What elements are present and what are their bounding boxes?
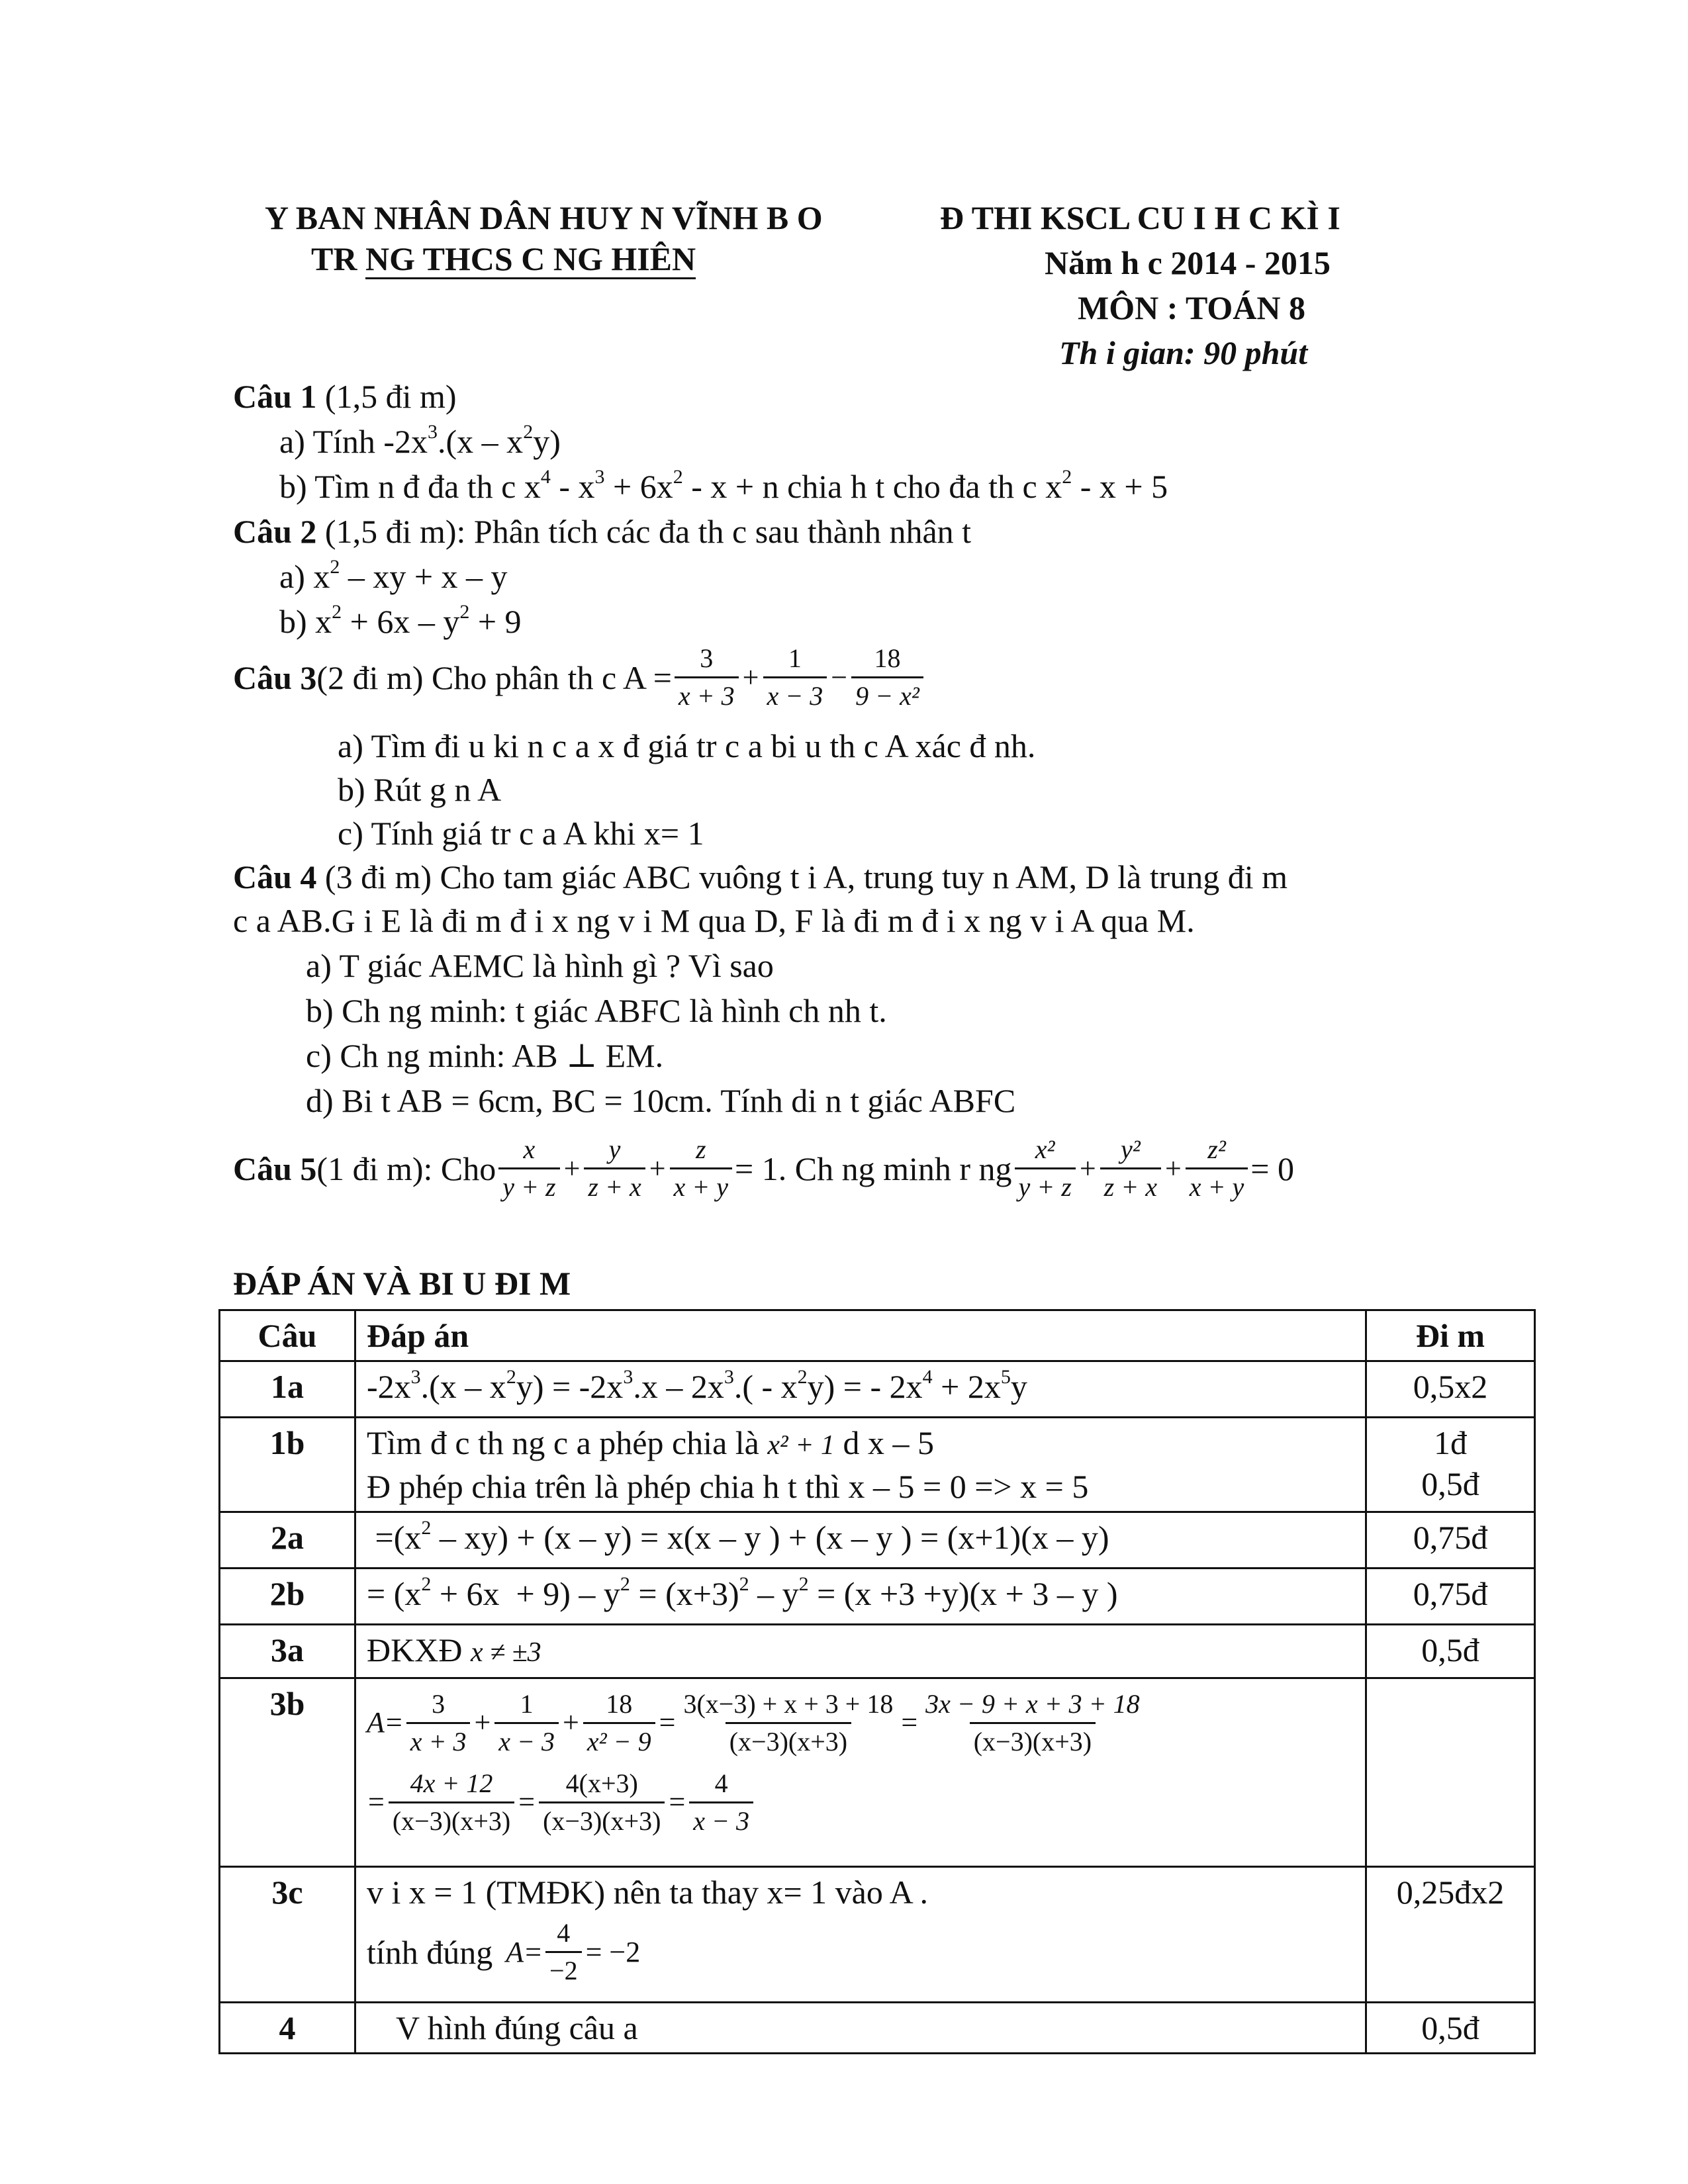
equals-sign: = — [518, 1786, 536, 1818]
q2a-e: 2 — [330, 556, 340, 578]
row-3c-text: tính đúng — [367, 1933, 493, 1971]
row-2b-points: 0,75đ — [1366, 1569, 1535, 1625]
plus-sign: + — [563, 1152, 581, 1185]
school-name — [311, 240, 696, 278]
header-cau: Câu — [220, 1310, 355, 1361]
table-row — [220, 1867, 1535, 2003]
answers-title: ĐÁP ÁN VÀ BI U ĐI M — [233, 1265, 571, 1302]
table-row — [220, 1361, 1535, 1418]
table-header-row — [220, 1310, 1535, 1361]
equals-sign: = — [368, 1786, 385, 1818]
duration: Th i gian: 90 phút — [1059, 334, 1308, 371]
q1b-t5: - x + 5 — [1072, 468, 1168, 505]
q1a-t1: a) Tính -2x — [279, 423, 428, 460]
row-3b-f7-den: (x−3)(x+3) — [539, 1801, 665, 1838]
q4-text1: (3 đi m) Cho tam giác ABC vuông t i A, trung tuy n AM, D là trung đi m — [316, 858, 1288, 895]
row-2a-points: 0,75đ — [1366, 1512, 1535, 1569]
q5-frac-z-num: z — [695, 1134, 706, 1164]
q3-f2-den: x − 3 — [763, 676, 827, 713]
row-3b-f7 — [539, 1767, 665, 1838]
exam-title: Đ THI KSCL CU I H C KÌ I — [940, 199, 1340, 236]
table-row — [220, 1625, 1535, 1678]
q4c: c) Ch ng minh: AB ⊥ EM. — [306, 1037, 664, 1074]
q5-frac-y-den: z + x — [584, 1167, 645, 1204]
table-row — [220, 1569, 1535, 1625]
plus-sign: + — [474, 1706, 491, 1739]
row-1b-label: 1b — [220, 1418, 355, 1512]
plus-sign: + — [649, 1152, 666, 1185]
q5-frac-y2-num: y² — [1120, 1134, 1141, 1164]
row-4-points: 0,5đ — [1366, 2003, 1535, 2054]
q5-end: = 0 — [1250, 1150, 1294, 1187]
q5-frac-z2 — [1186, 1133, 1248, 1204]
q5-label: Câu 5 — [233, 1150, 317, 1187]
row-3b-f6-num: 4x + 12 — [410, 1768, 493, 1798]
q3-f2-num: 1 — [788, 643, 802, 673]
q3c: c) Tính giá tr c a A khi x= 1 — [338, 815, 704, 852]
q5-mid: = 1. Ch ng minh r ng — [735, 1150, 1012, 1187]
row-3a-label: 3a — [220, 1625, 355, 1678]
row-3c-line1: v i x = 1 (TMĐK) nên ta thay x= 1 vào A . — [367, 1874, 928, 1911]
row-3c-line2 — [367, 1917, 1354, 1987]
row-3b-label: 3b — [220, 1678, 355, 1867]
q1b-e1: 4 — [540, 466, 551, 488]
row-1b-text2: d x – 5 — [834, 1424, 934, 1461]
q5-frac-x2 — [1015, 1133, 1076, 1204]
question-1 — [233, 377, 457, 416]
row-3b-f4 — [679, 1688, 897, 1758]
table-row — [220, 1512, 1535, 1569]
row-3b-f6 — [389, 1767, 514, 1838]
q3-fraction-3 — [851, 642, 923, 713]
q1b-t4: - x + n chia h t cho đa th c x — [682, 468, 1062, 505]
row-3c-points: 0,25đx2 — [1366, 1867, 1535, 2003]
question-2 — [233, 512, 971, 551]
equals-sign: = — [669, 1786, 686, 1818]
row-3b-f5-den: (x−3)(x+3) — [970, 1722, 1096, 1758]
school-name-prefix: TR — [311, 240, 365, 277]
q1a-exp2: 2 — [523, 421, 534, 443]
q4d: d) Bi t AB = 6cm, BC = 10cm. Tính di n t giác ABFC — [306, 1082, 1016, 1119]
q1b-t1: b) Tìm n đ đa th c x — [279, 468, 541, 505]
row-3c-frac — [545, 1917, 582, 1987]
row-2b-answer: = $(x^2 + 6x + 9) - y^2 = (x+3)^2 - y^2 = (x +3 +y)(x + 3 - y$ ) — [355, 1569, 1366, 1625]
q2b-t3: + 9 — [469, 603, 522, 640]
equals-sign: = — [901, 1706, 918, 1739]
row-1b-points-2: 0,5đ — [1421, 1465, 1479, 1502]
q5-frac-z-den: x + y — [670, 1167, 733, 1204]
q5-frac-y2 — [1100, 1133, 1161, 1204]
row-1b-points — [1366, 1418, 1535, 1512]
q3b: b) Rút g n A — [338, 771, 502, 808]
q2b-e2: 2 — [459, 601, 470, 623]
row-3b-f5-num: 3x − 9 + x + 3 + 18 — [925, 1688, 1140, 1719]
row-3a-condition: x ≠ ±3 — [470, 1637, 541, 1668]
row-1b-answer — [355, 1418, 1366, 1512]
q5-frac-x2-num: x² — [1035, 1134, 1055, 1164]
plus-sign: + — [1079, 1152, 1096, 1185]
row-3b-f4-num: 3(x−3) + x + 3 + 18 — [683, 1688, 894, 1719]
q3-fraction-1 — [675, 642, 739, 713]
row-1a-points: 0,5x2 — [1366, 1361, 1535, 1418]
row-3b-f1 — [406, 1688, 471, 1758]
minus-sign: − — [831, 661, 848, 694]
q3-f3-num: 18 — [874, 643, 901, 673]
row-3b-f2 — [494, 1688, 559, 1758]
row-1b-line2: Đ phép chia trên là phép chia h t thì x – 5 = 0 => x = 5 — [367, 1468, 1089, 1505]
q1a-t3: y) — [533, 423, 561, 460]
question-5 — [233, 1133, 1294, 1204]
q1b-e2: 3 — [594, 466, 605, 488]
q5-frac-y — [584, 1133, 645, 1204]
q4b: b) Ch ng minh: t giác ABFC là hình ch nh t. — [306, 992, 887, 1029]
q3-fraction-2 — [763, 642, 827, 713]
row-3b-answer — [355, 1678, 1366, 1867]
row-1b-points-1: 1đ — [1434, 1424, 1467, 1461]
row-2a-label: 2a — [220, 1512, 355, 1569]
q2-label: Câu 2 — [233, 513, 317, 550]
q3-f3-den: 9 − x² — [851, 676, 923, 713]
row-2a-answer: $=(x^2 - xy) + (x - y) = x(x - y$ ) + (x – y ) = (x+1)(x – y) — [355, 1512, 1366, 1569]
row-3c-label: 3c — [220, 1867, 355, 2003]
q5-frac-y-num: y — [608, 1134, 621, 1164]
table-row — [220, 1418, 1535, 1512]
q1b-t2: - x — [550, 468, 595, 505]
subject: MÔN : TOÁN 8 — [1078, 289, 1305, 326]
table-row — [220, 1678, 1535, 1867]
q5-text: (1 đi m): Cho — [316, 1150, 496, 1187]
q5-frac-x — [498, 1133, 559, 1204]
plus-sign: + — [563, 1706, 579, 1739]
q1b-t3: + 6x — [604, 468, 673, 505]
table-row — [220, 2003, 1535, 2054]
row-3b-f3-den: x² − 9 — [583, 1722, 655, 1758]
row-2b-label: 2b — [220, 1569, 355, 1625]
row-3c-a: A — [506, 1935, 524, 1968]
header-dap-an: Đáp án — [355, 1310, 1366, 1361]
q3-f1-den: x + 3 — [675, 676, 739, 713]
q5-frac-x-num: x — [523, 1134, 536, 1164]
row-3b-line2 — [367, 1762, 1354, 1842]
row-3b-f7-num: 4(x+3) — [565, 1768, 638, 1798]
row-3b-f4-den: (x−3)(x+3) — [726, 1722, 851, 1758]
school-name-main: NG THCS C NG HIÊN — [365, 240, 696, 279]
row-3c-answer — [355, 1867, 1366, 2003]
row-3a-answer — [355, 1625, 1366, 1678]
answer-table — [218, 1309, 1536, 2054]
row-1a-answer: $-2x^3.(x - x^2y) = -2x^3.x - 2x^3.( - x^2y)$ = - $2x^4 + 2x^5y$ — [355, 1361, 1366, 1418]
row-3a-points: 0,5đ — [1366, 1625, 1535, 1678]
q1a-exp1: 3 — [428, 421, 438, 443]
row-3c-frac-num: 4 — [557, 1918, 571, 1948]
row-3a-text: ĐKXĐ — [367, 1631, 471, 1668]
equals-sign: = — [659, 1706, 676, 1739]
row-3b-f6-den: (x−3)(x+3) — [389, 1801, 514, 1838]
q5-frac-z2-num: z² — [1207, 1134, 1226, 1164]
row-3b-f2-num: 1 — [520, 1688, 534, 1719]
q2-text: (1,5 đi m): Phân tích các đa th c sau thành nhân t — [316, 513, 972, 550]
q4a: a) T giác AEMC là hình gì ? Vì sao — [306, 947, 774, 984]
row-3b-f3-num: 18 — [606, 1688, 633, 1719]
q3-f1-num: 3 — [700, 643, 714, 673]
q5-frac-x2-den: y + z — [1015, 1167, 1076, 1204]
header-diem: Đi m — [1366, 1310, 1535, 1361]
q2a — [279, 557, 508, 596]
question-4 — [233, 858, 1288, 896]
row-4-answer: V hình đúng câu a — [355, 2003, 1366, 2054]
q5-frac-y2-den: z + x — [1100, 1167, 1161, 1204]
row-3b-f2-den: x − 3 — [494, 1722, 559, 1758]
q3-label: Câu 3 — [233, 659, 317, 696]
q5-frac-z2-den: x + y — [1186, 1167, 1248, 1204]
question-3 — [233, 642, 926, 713]
q1b — [279, 467, 1168, 506]
school-year: Năm h c 2014 - 2015 — [1045, 244, 1331, 281]
row-3b-f8-den: x − 3 — [689, 1801, 753, 1838]
row-3c-result: = −2 — [585, 1935, 641, 1968]
q2b-t2: + 6x – y — [342, 603, 460, 640]
q1-points: (1,5 đi m) — [324, 378, 457, 415]
equals-sign: = — [385, 1706, 402, 1739]
row-3b-line1 — [367, 1683, 1354, 1762]
q1b-e3: 2 — [673, 466, 683, 488]
q2a-t1: a) x — [279, 558, 330, 595]
q4-label: Câu 4 — [233, 858, 317, 895]
row-3b-f3 — [583, 1688, 655, 1758]
q2a-t2: – xy + x – y — [340, 558, 508, 595]
plus-sign: + — [1164, 1152, 1182, 1185]
plus-sign: + — [742, 661, 759, 694]
q5-frac-x-den: y + z — [498, 1167, 559, 1204]
row-3b-f1-num: 3 — [432, 1688, 445, 1719]
q1-label: Câu 1 — [233, 378, 317, 415]
row-3b-a: A — [367, 1706, 385, 1739]
q4-text2: c a AB.G i E là đi m đ i x ng v i M qua D, F là đi m đ i x ng v i A qua M. — [233, 902, 1195, 939]
row-1b-quotient: x² + 1 — [767, 1430, 835, 1461]
row-3b-f5 — [921, 1688, 1143, 1758]
q5-frac-z — [670, 1133, 733, 1204]
row-3b-f8 — [689, 1767, 753, 1838]
school-authority: Y BAN NHÂN DÂN HUY N VĨNH B O — [265, 199, 823, 236]
row-1a-label: 1a — [220, 1361, 355, 1418]
q2b — [279, 602, 522, 641]
row-1b-line1 — [367, 1422, 1354, 1466]
q3-text: (2 đi m) Cho phân th c A = — [316, 659, 672, 696]
q3a: a) Tìm đi u ki n c a x đ giá tr c a bi u th c A xác đ nh. — [338, 727, 1036, 764]
q1b-e4: 2 — [1062, 466, 1072, 488]
row-3c-frac-den: −2 — [545, 1951, 582, 1987]
row-3b-f1-den: x + 3 — [406, 1722, 471, 1758]
q2b-e1: 2 — [332, 601, 342, 623]
q1a-t2: .(x – x — [438, 423, 524, 460]
row-3b-f8-num: 4 — [714, 1768, 728, 1798]
row-4-label: 4 — [220, 2003, 355, 2054]
row-1b-text1: Tìm đ c th ng c a phép chia là — [367, 1424, 768, 1461]
row-3b-points — [1366, 1678, 1535, 1867]
q1a — [279, 422, 561, 461]
q2b-t1: b) x — [279, 603, 332, 640]
equals-sign: = — [525, 1935, 542, 1968]
